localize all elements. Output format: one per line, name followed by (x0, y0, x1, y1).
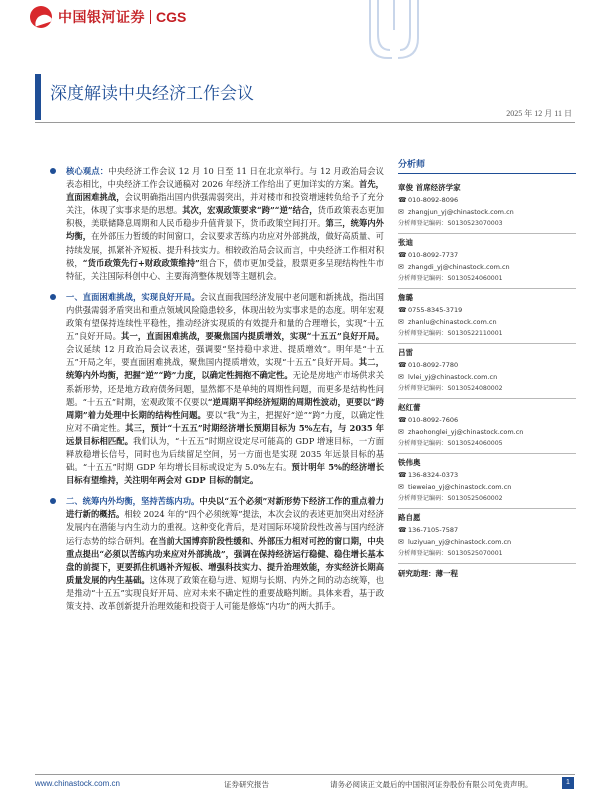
paragraph-text: 我们认为，“十五五”时期应设定尽可能高的 GDP 增速目标，一方面释放稳增长信号，同时也为后续留足空间，另一方面也是实现 2035 年远景目标的基础。“十五五”时期 GDP 年均增长目标或设定为 5.0%左右。 (66, 435, 384, 473)
analyst-card (398, 399, 576, 454)
page-number: 1 (562, 777, 574, 789)
footer-report-type: 证券研究报告 (224, 780, 269, 789)
body-paragraph (46, 291, 384, 487)
paragraph-text: 其三，预计“十五五”时期经济增长预期目标为 5%左右，与 2035 年远景目标相匹配。 (66, 422, 384, 446)
footer-divider (35, 774, 575, 775)
paragraph-text: 预计明年 5%的经济增长目标有望维持，关注明年两会对 GDP 目标的制定。 (66, 462, 384, 486)
analyst-email-row (398, 262, 576, 274)
bullet-dot-icon (50, 168, 56, 174)
email-icon: ✉ (398, 262, 404, 271)
research-assistant: 研究助理：薄一程 (398, 569, 458, 578)
analyst-card (398, 454, 576, 509)
email-icon: ✉ (398, 372, 404, 381)
email-icon: ✉ (398, 537, 404, 546)
analyst-email-row (398, 207, 576, 219)
analyst-registration: 分析师登记编码：S0130524060005 (398, 440, 503, 447)
logo-separator (150, 10, 151, 24)
analyst-phone: 010-8092-7780 (408, 361, 459, 369)
analyst-phone-row (398, 525, 576, 537)
analyst-email-row (398, 372, 576, 384)
analyst-phone: 0755-8345-3719 (408, 306, 463, 314)
paragraph-text: 相较 2024 年的“四个必须统筹”提法，本次会议的表述更加突出对经济发展内在潜能与内生动力的重视。这种变化背后，是对国际环境阶段性改善与国内经济运行态势的综合研判。 (66, 509, 384, 546)
analyst-phone: 010-8092-7737 (408, 251, 459, 259)
analyst-name: 路自愿 (398, 513, 421, 522)
paragraph-text: 其一，直面困难挑战，要聚焦国内提质增效，实现“十五五”良好开局。 (121, 331, 384, 342)
analyst-card (398, 509, 576, 564)
title-accent-bar (35, 74, 41, 120)
body-paragraph (46, 165, 384, 283)
analyst-phone-row (398, 250, 576, 262)
email-icon: ✉ (398, 482, 404, 491)
analyst-phone-row (398, 305, 576, 317)
analyst-registration: 分析师登记编码：S0130522110001 (398, 330, 503, 337)
paragraph-text: 无论是房地产市场供求关系新形势，还是地方政府债务问题，显然都不是单纯的周期性问题，而更多是结构性问题。“十五五”时期，宏观政策不仅要以 (66, 370, 384, 407)
paragraph-text: 这体现了政策在稳与进、短期与长期、内外之间的动态统筹，也是推动“十五五”实现良好开局、应对未来不确定性的重要战略判断。具体来看，基于政策支持、改革创新提升治理效能和投资于人可能是修炼“内功”的两大抓手。 (66, 574, 384, 611)
analyst-phone: 010-8092-7606 (408, 416, 459, 424)
bullet-dot-icon (50, 294, 56, 300)
paragraph-text: 在当前大国博弈阶段性缓和、外部压力相对可控的窗口期，中央重点提出“必须以苦练内功来应对外部挑战”，强调在保持经济运行稳健、稳住增长基本盘的前提下，更要抓住机遇补齐短板、增强科技实力、提升治理效能，夯实经济长期高质量发展的内生基础。 (66, 535, 384, 585)
analyst-phone-row (398, 470, 576, 482)
logo-emblem-icon (30, 6, 52, 28)
paragraph-text: 其二，统筹内外均衡，把握“逆”“跨”力度，以确定性拥抱不确定性。 (66, 357, 384, 381)
analyst-phone: 010-8092-8096 (408, 196, 459, 204)
analyst-registration: 分析师登记编码：S0130525070001 (398, 550, 503, 557)
paragraph-text: “逆周期平抑经济短期的周期性波动，更要以“跨周期”着力处理中长期的结构性问题。 (66, 396, 384, 420)
paragraph-lead: 一、直面困难挑战，实现良好开局。 (66, 291, 200, 302)
footer-disclaimer: 请务必阅读正文最后的中国银河证券股份有限公司免责声明。 (330, 780, 533, 789)
phone-icon: ☎ (398, 251, 407, 259)
analyst-card (398, 289, 576, 344)
paragraph-text: 会议直面我国经济发展中老问题和新挑战，指出国内供强需弱矛盾突出和重点领域风险隐患较多，体现出较为实事求是的态度。明年宏观政策有望保持连续性平稳性，推动经济实现质的有效提升和量的合理增长，实现“十五五”良好开局。 (66, 291, 384, 342)
paragraph-text: “货币政策先行+财政政策维持” (82, 257, 200, 268)
phone-icon: ☎ (398, 416, 407, 424)
analyst-email-row (398, 427, 576, 439)
analyst-card (398, 179, 576, 234)
paragraph-text: 会议明确指出国内供强需弱突出，并对楼市和投资增速转负给予了充分关注，体现了实事求是的思想。 (66, 192, 384, 216)
logo-english-text: CGS (156, 9, 187, 25)
analyst-card (398, 234, 576, 289)
logo-chinese-text: 中国银河证券 (58, 10, 145, 26)
analyst-email-row (398, 317, 576, 329)
phone-icon: ☎ (398, 471, 407, 479)
main-content (46, 165, 384, 621)
analyst-list (398, 179, 576, 564)
analyst-name: 吕雷 (398, 348, 413, 357)
analyst-name: 赵红蕾 (398, 403, 421, 412)
email-icon: ✉ (398, 427, 404, 436)
analyst-phone-row (398, 360, 576, 372)
analyst-phone: 136-7105-7587 (408, 526, 459, 534)
paragraph-text: 要以“我”为主，把握好“逆”“跨”力度，以确定性应对不确定性。 (66, 409, 384, 433)
sidebar-title: 分析师 (398, 157, 576, 174)
analyst-sidebar (398, 157, 576, 579)
body-paragraph (46, 495, 384, 613)
analyst-email[interactable]: zhangjun_yj@chinastock.com.cn (408, 207, 514, 216)
analyst-card (398, 344, 576, 399)
analyst-email[interactable]: zhangdi_yj@chinastock.com.cn (408, 262, 510, 271)
analyst-email[interactable]: lvlei_yj@chinastock.com.cn (408, 372, 498, 381)
paragraph-text: 组合下，债市更加受益，股票更多呈现结构性牛市特征，关注国际科创中心、主要海湾整体规划等主题机会。 (66, 257, 384, 281)
paragraph-text: 在外部压力暂缓的时间窗口，会议要求苦练内功应对外部挑战，做好高质量、可持续发展，抓紧补齐短板、提升科技实力。相较政治局会议而言，中央经济工作相对积极， (66, 231, 384, 268)
paragraph-text: 第三，统筹内外均衡， (66, 218, 384, 242)
analyst-registration: 分析师登记编码：S0130524060001 (398, 275, 503, 282)
analyst-name: 铁伟奥 (398, 458, 421, 467)
analyst-phone-row (398, 195, 576, 207)
paragraph-lead: 二、统筹内外均衡，坚持苦练内功。 (66, 496, 200, 507)
analyst-name: 詹璐 (398, 293, 413, 302)
analyst-name: 张迪 (398, 238, 413, 247)
report-title: 深度解读中央经济工作会议 (50, 84, 254, 104)
phone-icon: ☎ (398, 306, 407, 314)
paragraph-text: 首先，直面困难挑战， (66, 179, 384, 203)
phone-icon: ☎ (398, 526, 407, 534)
paragraph-text: 会议延续 12 月政治局会议表述，强调要“坚持稳中求进、提质增效”。明年是“十五五”开局之年，要直面困难挑战，聚焦国内提质增效，实现“十五五”良好开局。 (66, 344, 384, 368)
analyst-phone: 136-8324-0373 (408, 471, 459, 479)
title-divider (35, 122, 575, 123)
analyst-registration: 分析师登记编码：S0130523070003 (398, 220, 503, 227)
page-header (0, 0, 600, 64)
bullet-dot-icon (50, 498, 56, 504)
analyst-email[interactable]: zhanlu@chinastock.com.cn (408, 317, 497, 326)
paragraph-text: 其次，宏观政策要求“跨”“逆”结合， (182, 205, 318, 216)
analyst-email[interactable]: zhaohonglei_yj@chinastock.com.cn (408, 427, 524, 436)
analyst-registration: 分析师登记编码：S0130525060002 (398, 495, 503, 502)
company-logo (30, 6, 186, 28)
phone-icon: ☎ (398, 361, 407, 369)
analyst-name: 章俊 首席经济学家 (398, 183, 461, 192)
paragraph-text: 货币政策表态更加积极，美联储降息周期和人民币稳步升值背景下，货币政策空间打开。 (66, 205, 384, 229)
footer-website-link[interactable]: www.chinastock.com.cn (35, 779, 120, 788)
email-icon: ✉ (398, 317, 404, 326)
analyst-registration: 分析师登记编码：S0130524080002 (398, 385, 503, 392)
analyst-phone-row (398, 415, 576, 427)
paragraph-lead: 核心观点： (66, 166, 109, 176)
email-icon: ✉ (398, 207, 404, 216)
paragraph-text: 中央以“五个必须”对新形势下经济工作的重点着力进行新的概括。 (66, 496, 384, 520)
analyst-email[interactable]: tieweiao_yj@chinastock.com.cn (408, 482, 512, 491)
analyst-email-row (398, 482, 576, 494)
analyst-email-row (398, 537, 576, 549)
report-date: 2025 年 12 月 11 日 (506, 109, 572, 118)
header-watermark-graphic (330, 0, 450, 62)
analyst-email[interactable]: luziyuan_yj@chinastock.com.cn (408, 537, 512, 546)
paragraph-text: 中央经济工作会议 12 月 10 日至 11 日在北京举行。与 12 月政治局会议表态相比，中央经济工作会议通稿对 2026 年经济工作给出了更加详实的方案。 (66, 166, 384, 190)
phone-icon: ☎ (398, 196, 407, 204)
